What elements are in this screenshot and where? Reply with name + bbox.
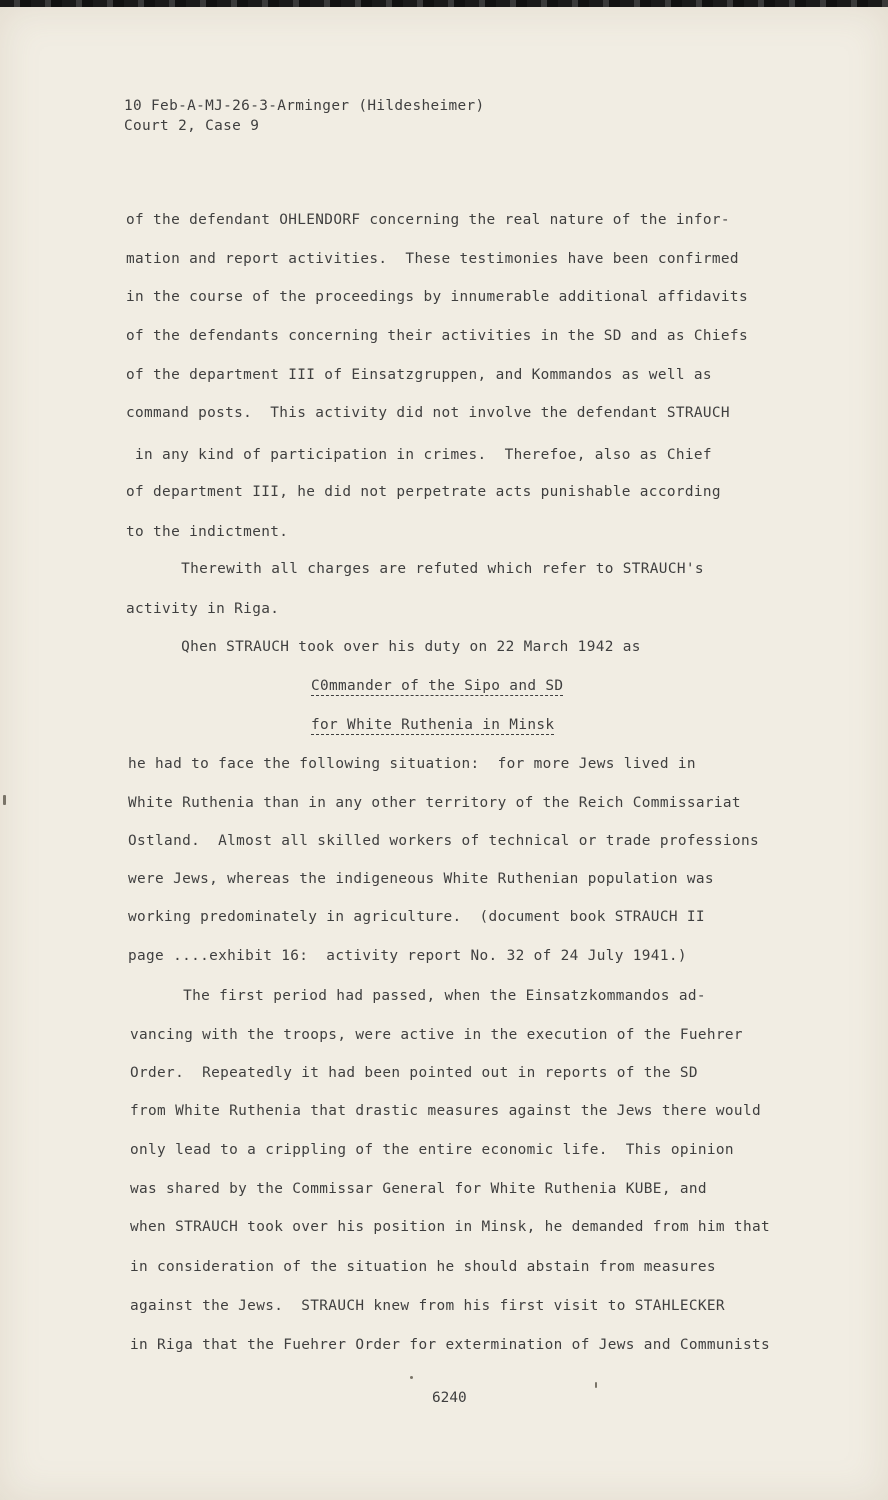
centered-heading-line-1: C0mmander of the Sipo and SD bbox=[311, 678, 564, 694]
body-line: Order. Repeatedly it had been pointed out in reports of the SD bbox=[130, 1065, 698, 1081]
body-line: only lead to a crippling of the entire economic life. This opinion bbox=[130, 1142, 734, 1158]
body-line: from White Ruthenia that drastic measures against the Jews there would bbox=[130, 1103, 761, 1119]
body-line: of the defendant OHLENDORF concerning the real nature of the infor- bbox=[126, 212, 730, 228]
page-number: 6240 bbox=[432, 1390, 467, 1406]
body-line: page ....exhibit 16: activity report No. 32 of 24 July 1941.) bbox=[128, 948, 687, 964]
ink-speck bbox=[595, 1382, 597, 1388]
body-line: were Jews, whereas the indigeneous White Ruthenian population was bbox=[128, 871, 714, 887]
body-line: against the Jews. STRAUCH knew from his first visit to STAHLECKER bbox=[130, 1298, 725, 1314]
body-line: when STRAUCH took over his position in Minsk, he demanded from him that bbox=[130, 1219, 770, 1235]
header-line-1: 10 Feb-A-MJ-26-3-Arminger (Hildesheimer) bbox=[124, 98, 485, 114]
body-line: in the course of the proceedings by innumerable additional affidavits bbox=[126, 289, 748, 305]
scan-edge-strip bbox=[0, 0, 888, 7]
ink-speck bbox=[3, 795, 6, 805]
body-line: activity in Riga. bbox=[126, 601, 280, 617]
body-line: Therewith all charges are refuted which refer to STRAUCH's bbox=[136, 561, 704, 577]
body-line: The first period had passed, when the Einsatzkommandos ad- bbox=[138, 988, 706, 1004]
body-line: of the defendants concerning their activities in the SD and as Chiefs bbox=[126, 328, 748, 344]
body-line: of the department III of Einsatzgruppen, and Kommandos as well as bbox=[126, 367, 712, 383]
header-line-2: Court 2, Case 9 bbox=[124, 118, 260, 134]
body-line: working predominately in agriculture. (document book STRAUCH II bbox=[128, 909, 705, 925]
document-page bbox=[0, 7, 888, 1500]
body-line: was shared by the Commissar General for White Ruthenia KUBE, and bbox=[130, 1181, 707, 1197]
ink-speck bbox=[410, 1376, 413, 1379]
body-line: in consideration of the situation he should abstain from measures bbox=[130, 1259, 716, 1275]
body-line: in any kind of participation in crimes. Therefoe, also as Chief bbox=[126, 447, 712, 463]
body-line: Qhen STRAUCH took over his duty on 22 March 1942 as bbox=[136, 639, 641, 655]
body-line: he had to face the following situation: for more Jews lived in bbox=[128, 756, 696, 772]
body-line: Ostland. Almost all skilled workers of technical or trade professions bbox=[128, 833, 759, 849]
body-line: White Ruthenia than in any other territory of the Reich Commissariat bbox=[128, 795, 741, 811]
centered-heading-line-2: for White Ruthenia in Minsk bbox=[311, 717, 555, 733]
body-line: vancing with the troops, were active in the execution of the Fuehrer bbox=[130, 1027, 743, 1043]
body-line: to the indictment. bbox=[126, 524, 289, 540]
body-line: in Riga that the Fuehrer Order for extermination of Jews and Communists bbox=[130, 1337, 770, 1353]
body-line: of department III, he did not perpetrate acts punishable according bbox=[126, 484, 721, 500]
body-line: command posts. This activity did not involve the defendant STRAUCH bbox=[126, 405, 730, 421]
body-line: mation and report activities. These testimonies have been confirmed bbox=[126, 251, 739, 267]
